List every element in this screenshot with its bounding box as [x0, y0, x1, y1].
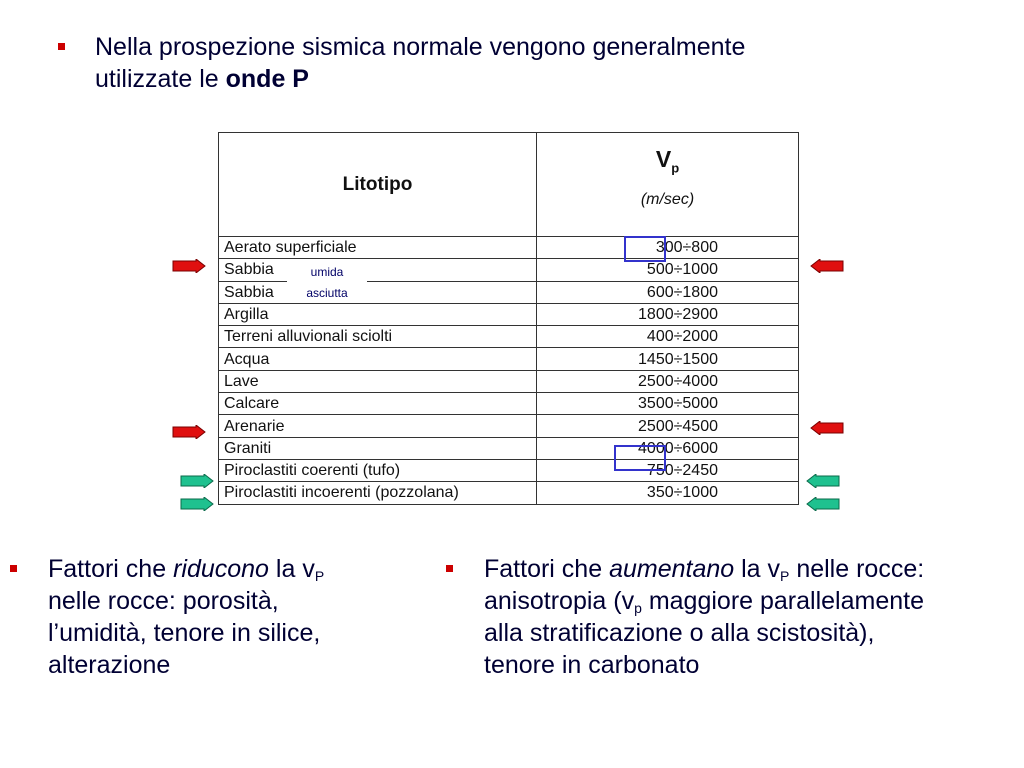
row-litotipo: Sabbia	[219, 259, 537, 281]
right-bullet-marker	[446, 565, 453, 572]
red-arrow-right-icon	[172, 259, 206, 273]
header-litotipo: Litotipo	[219, 133, 537, 237]
row-vp-value: 2500÷4000	[537, 370, 799, 392]
left-bullet-marker	[10, 565, 17, 572]
header-vp-unit: (m/sec)	[640, 191, 695, 209]
highlight-box-4000	[614, 445, 666, 471]
row-litotipo: Piroclastiti coerenti (tufo)	[219, 459, 537, 481]
row-litotipo: Graniti	[219, 437, 537, 459]
row-vp-value: 1450÷1500	[537, 348, 799, 370]
litotipo-table	[218, 132, 799, 505]
row-vp-value: 3500÷5000	[537, 393, 799, 415]
intro-line1: Nella prospezione sismica normale vengono generalmente	[95, 33, 746, 61]
row-vp-value: 500÷1000	[537, 259, 799, 281]
red-arrow-right-icon	[172, 425, 206, 439]
intro-line2: utilizzate le	[95, 65, 226, 93]
row-litotipo: Terreni alluvionali sciolti	[219, 326, 537, 348]
header-vp-label: $V_p$	[655, 145, 680, 176]
row-vp-value: 300÷800	[537, 237, 799, 259]
table-header-row	[219, 133, 799, 237]
row-litotipo: Piroclastiti incoerenti (pozzolana)	[219, 482, 537, 504]
left-bullet-text: Fattori che riducono la $v_P$ nelle rocce: porosità, l’umidità, tenore in silice, alterazione	[48, 555, 325, 679]
row-vp-value: 4000÷6000	[537, 437, 799, 459]
row-litotipo: Lave	[219, 370, 537, 392]
right-italic: aumentano	[609, 555, 735, 583]
row-litotipo: Arenarie	[219, 415, 537, 437]
green-arrow-right-icon	[180, 474, 214, 488]
row-litotipo: Acqua	[219, 348, 537, 370]
table-row	[219, 482, 799, 504]
note-umida: umida	[287, 262, 367, 282]
red-arrow-left-icon	[810, 421, 844, 435]
table-row	[219, 459, 799, 481]
intro-bullet-marker	[58, 43, 65, 50]
green-arrow-right-icon	[180, 497, 214, 511]
table-row	[219, 303, 799, 325]
row-vp-value: 350÷1000	[537, 482, 799, 504]
table-row	[219, 393, 799, 415]
table-row	[219, 348, 799, 370]
row-litotipo: Aerato superficiale	[219, 237, 537, 259]
table-row	[219, 237, 799, 259]
header-vp	[537, 133, 799, 237]
table-row	[219, 326, 799, 348]
row-litotipo: Argilla	[219, 303, 537, 325]
green-arrow-left-icon	[806, 474, 840, 488]
row-litotipo: Sabbia	[219, 281, 537, 303]
intro-bold: onde P	[225, 65, 309, 93]
green-arrow-left-icon	[806, 497, 840, 511]
table-row	[219, 370, 799, 392]
litotipo-table-wrap	[218, 132, 798, 515]
table-row	[219, 415, 799, 437]
row-vp-value: 750÷2450	[537, 459, 799, 481]
row-vp-value: 1800÷2900	[537, 303, 799, 325]
row-vp-value: 400÷2000	[537, 326, 799, 348]
highlight-box-300	[624, 236, 666, 262]
row-litotipo: Calcare	[219, 393, 537, 415]
red-arrow-left-icon	[810, 259, 844, 273]
row-vp-value: 2500÷4500	[537, 415, 799, 437]
table-row	[219, 437, 799, 459]
right-bullet-text: Fattori che aumentano la $v_P$ nelle rocce: anisotropia ($v_p$ maggiore parallelamente alla stratificazione o alla scistosità), tenore in carbonato	[484, 555, 925, 679]
intro-text	[95, 31, 955, 95]
row-vp-value: 600÷1800	[537, 281, 799, 303]
note-asciutta: asciutta	[287, 283, 367, 303]
left-italic: riducono	[173, 555, 269, 583]
